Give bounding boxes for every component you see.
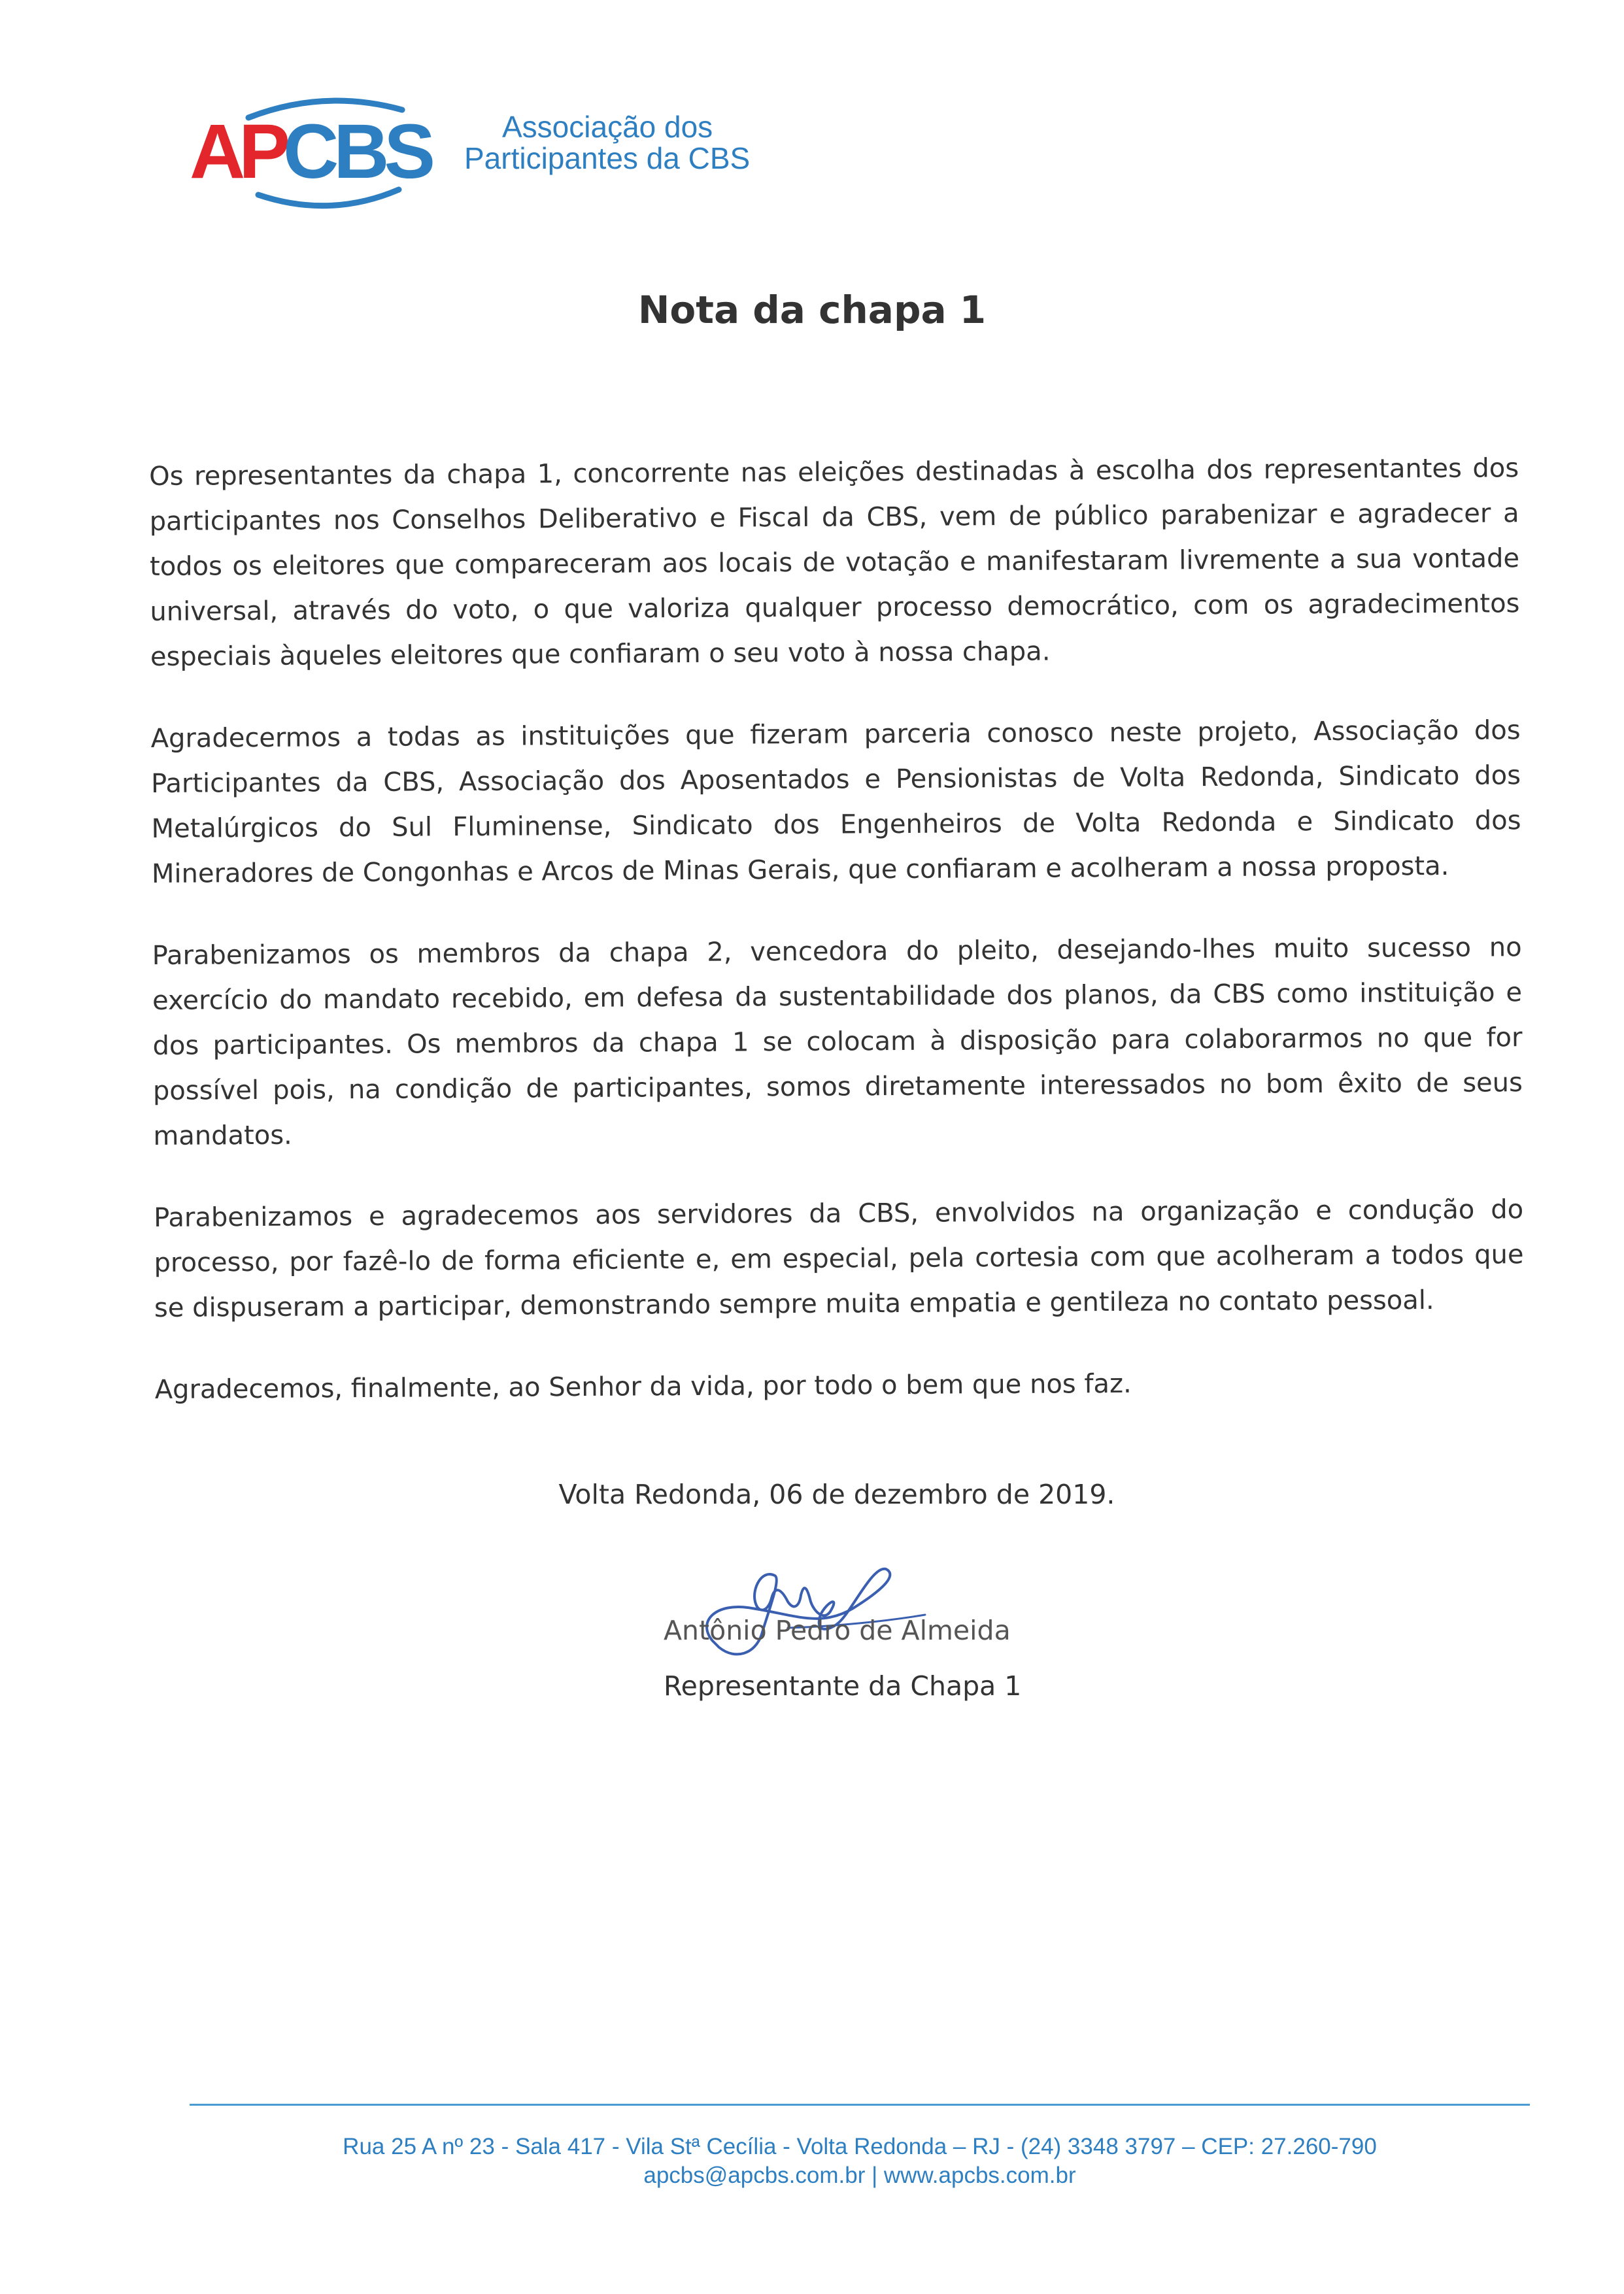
footer-contact: apcbs@apcbs.com.br | www.apcbs.com.br (643, 2163, 1076, 2188)
logo-subtitle (464, 111, 817, 174)
paragraph-1: Os representantes da chapa 1, concorrente nas eleições destinadas à escolha dos representantes dos participantes nos Conselhos Deliberativo e Fiscal da CBS, vem de público parabenizar e agradecer a todos os eleitores que compareceram aos locais de votação e manifestaram livremente a sua vontade universal, através do voto, o que valoriza qualquer processo democrático, com os agradecimentos especiais àqueles eleitores que confiaram o seu voto à nossa chapa. (149, 453, 1520, 672)
letter-body (149, 446, 1525, 1449)
page-title: Nota da chapa 1 (637, 288, 987, 332)
date-line: Volta Redonda, 06 de dezembro de 2019. (558, 1479, 1115, 1510)
footer (0, 2133, 1624, 2190)
footer-divider (190, 2104, 1530, 2106)
svg-text:AP: AP (190, 109, 284, 195)
logo-org-line2: Participantes da CBS (464, 141, 751, 175)
svg-text:CBS: CBS (283, 109, 431, 195)
paragraph-2: Agradecermos a todas as instituições que fizeram parceria conosco neste projeto, Associação dos Participantes da CBS, Associação dos Aposentados e Pensionistas de Volta Redonda, Sindicato dos Metalúrgicos do Sul Fluminense, Sindicato dos Engenheiros de Volta Redonda e Sindicato dos Mineradores de Congonhas e Arcos de Minas Gerais, que confiaram e acolheram a nossa proposta. (150, 715, 1521, 889)
signer-role: Representante da Chapa 1 (664, 1670, 1022, 1702)
logo-org-line1: Associação dos (502, 110, 713, 144)
footer-address: Rua 25 A nº 23 - Sala 417 - Vila Stª Cecília - Volta Redonda – RJ - (24) 3348 3797 – CEP: 27.260-790 (343, 2134, 1377, 2159)
paragraph-5: Agradecemos, finalmente, ao Senhor da vida, por todo o bem que nos faz. (154, 1368, 1132, 1405)
signer-name: Antônio Pedro de Almeida (664, 1615, 1011, 1646)
apcbs-logo-mark (186, 92, 461, 209)
handwritten-signature (690, 1549, 964, 1674)
paragraph-4: Parabenizamos e agradecemos aos servidores da CBS, envolvidos na organização e condução do processo, por fazê-lo de forma eficiente e, em especial, pela cortesia com que acolheram a todos que se dispuseram a participar, demonstrando sempre muita empatia e gentileza no contato pessoal. (153, 1194, 1524, 1323)
paragraph-3: Parabenizamos os membros da chapa 2, vencedora do pleito, desejando-lhes muito sucesso no exercício do mandato recebido, em defesa da sustentabilidade dos planos, da CBS como instituição e dos participantes. Os membros da chapa 1 se colocam à disposição para colaborarmos no que for possível pois, na condição de participantes, somos diretamente interessados no bom êxito de seus mandatos. (152, 932, 1523, 1151)
apcbs-logo (186, 92, 814, 209)
